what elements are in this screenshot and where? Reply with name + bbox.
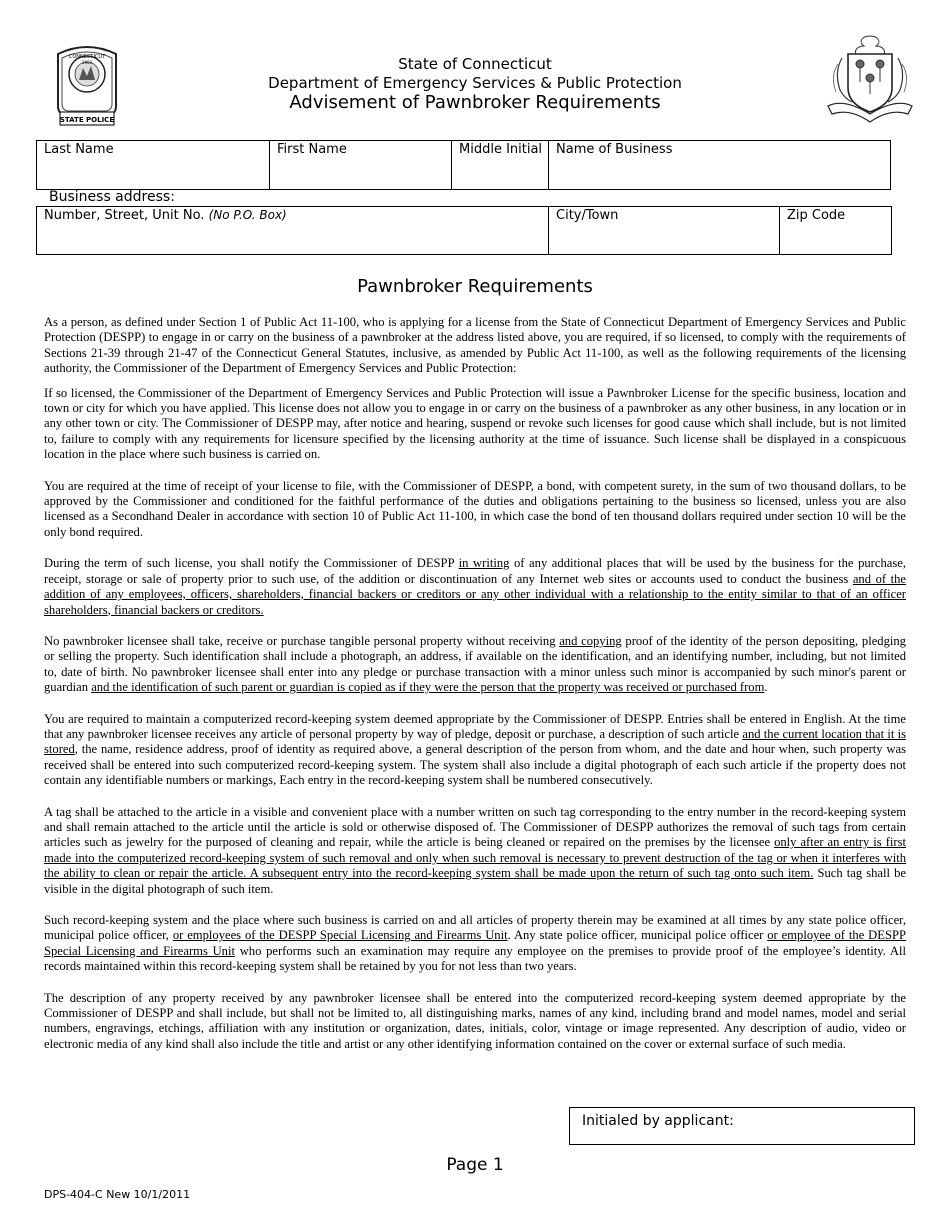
first-name-cell (269, 141, 451, 189)
paragraph-text: The description of any property received by any pawnbroker licensee shall be entered into the computerized record-keeping system deemed appropriate by the Commissioner of DESPP and shall include, but shall not be limited to, all distinguishing marks, names of any kind, including brand and model names, model and serial numbers, engravings, etchings, affiliation with any institution or organization, dates, initials, color, vintage or image represented. Any description of audio, video or electronic media of any kind shall also include the title and artist or any other identifying information contained on the cover or external surface of such media. (44, 990, 906, 1051)
requirements-body (44, 315, 906, 1068)
initialed-by-applicant-field[interactable] (569, 1107, 915, 1145)
business-name-input[interactable] (555, 165, 884, 187)
requirement-paragraph (44, 913, 906, 975)
requirement-paragraph (44, 556, 906, 618)
zip-input[interactable] (786, 230, 885, 252)
requirement-paragraph (44, 315, 906, 377)
requirement-paragraph (44, 712, 906, 789)
paragraph-text: You are required to maintain a computerized record-keeping system deemed appropriate by the Commissioner of DESPP. Entries shall be entered in English. At the time that any pawnbroker licensee receives any article of personal property by way of pledge, deposit or purchase, a description of such article (44, 711, 906, 741)
underlined-text: and of the addition of any employees, officers, shareholders, financial backers or creditors or any other individual with a relationship to the entity similar to that of an officer shareholders, financial backers or creditors. (44, 571, 906, 617)
last-name-input[interactable] (43, 165, 263, 187)
paragraph-text: You are required at the time of receipt of your license to file, with the Commissioner of DESPP, a bond, with competent surety, in the sum of two thousand dollars, to be approved by the Commissioner and conditioned for the faithful performance of the duties and obligations pertaining to the business so licensed, unless you are also licensed as a Secondhand Dealer in accordance with section 10 of Public Act 11-100, in which case the bond of ten thousand dollars required under section 10 will be the only bond required. (44, 478, 906, 539)
middle-initial-label: Middle Initial (459, 142, 543, 157)
underlined-text: or employees of the DESPP Special Licensing and Firearms Unit (172, 928, 508, 943)
form-title: Advisement of Pawnbroker Requirements (289, 92, 661, 113)
seal-year: 1903 (81, 60, 93, 65)
first-name-input[interactable] (276, 165, 445, 187)
section-title: Pawnbroker Requirements (357, 276, 593, 297)
requirement-paragraph (44, 386, 906, 463)
zip-cell (779, 207, 891, 254)
paragraph-text: proof of the identity of the person depositing, pledging or selling the property. Such identification shall include a photograph, an address, if available on the identification, and an identifying number, including, but not limited to, date of birth. No pawnbroker licensee shall enter into any pledge or purchase transaction with a minor unless such minor is accompanied by such minor's parent or guardian (44, 633, 906, 695)
page-number: Page 1 (446, 1155, 504, 1175)
seal-bottom-text: STATE POLICE (59, 116, 115, 124)
underlined-text: and the identification of such parent or guardian is copied as if they were the person that the property was received or purchased from (91, 680, 765, 695)
paragraph-text: No pawnbroker licensee shall take, receive or purchase tangible personal property without receiving (44, 633, 560, 648)
underlined-text: only after an entry is first made into the computerized record-keeping system of such removal and only when such removal is necessary to prevent destruction of the tag or when it interferes with the ability to clean or repair the article. A subsequent entry into the record-keeping system shall be made upon the return of such tag onto such item. (44, 835, 906, 881)
state-name: State of Connecticut (398, 55, 552, 73)
first-name-label: First Name (277, 142, 347, 157)
paragraph-text: If so licensed, the Commissioner of the Department of Emergency Services and Public Protection will issue a Pawnbroker License for the specific business, location and town or city for which you have applied. This license does not allow you to engage in or carry on the business of a pawnbroker as any other business, in any location or in any other town or city. The Commissioner of DESPP may, after notice and hearing, suspend or revoke such licenses for good cause which shall include, but is not limited to, failure to comply with any requirements for licensure specified by the licensing authority at the time of issuance. Such license shall be displayed in a conspicuous location in the place where such business is carried on. (44, 385, 906, 462)
city-label: City/Town (556, 208, 619, 223)
middle-initial-input[interactable] (458, 165, 542, 187)
underlined-text: in writing (458, 556, 510, 571)
paragraph-text: . (764, 680, 768, 695)
initialed-by-label: Initialed by applicant: (582, 1113, 734, 1129)
paragraph-text: Such tag shall be visible in the digital photograph of such item. (44, 866, 906, 896)
paragraph-text: of any additional places that will be used by the business for the purchase, receipt, storage or sale of property prior to such use, of the addition or discontinuation of any Internet web sites or accounts used to conduct the business (44, 556, 906, 586)
department-name: Department of Emergency Services & Public Protection (268, 74, 682, 92)
street-cell (37, 207, 548, 254)
underlined-text: or employee of the DESPP Special Licensing and Firearms Unit (44, 928, 906, 958)
last-name-label: Last Name (44, 142, 114, 157)
paragraph-text: who performs such an examination may require any employee on the premises to provide proof of the employee’s identity. All records maintained within this record-keeping system shall be retained by you for not less than two years. (44, 943, 906, 974)
requirement-paragraph (44, 991, 906, 1053)
applicant-info-row (36, 140, 891, 190)
street-note: (No P.O. Box) (208, 208, 287, 222)
paragraph-text: , the name, residence address, proof of identity as required above, a general description of the person from whom, and the date and hour when, such property was received shall be entered into such computerized record-keeping system. The system shall also include a digital photograph of each such article if the property does not contain any identifiable numbers or markings, Each entry in the record-keeping system shall be numbered consecutively. (44, 742, 906, 788)
middle-initial-cell (451, 141, 548, 189)
paragraph-text: A tag shall be attached to the article in a visible and convenient place with a number written on such tag corresponding to the entry number in the record-keeping system and shall remain attached to the article until the article is sold or otherwise disposed of. The Commissioner of DESPP authorizes the removal of such tags from certain articles such as jewelry for the purposed of cleaning and repair, while the article is being cleaned or repaired on the premises by the licensee (44, 804, 906, 850)
paragraph-text: As a person, as defined under Section 1 of Public Act 11-100, who is applying for a license from the State of Connecticut Department of Emergency Services and Public Protection (DESPP) to engage in or carry on the business of a pawnbroker at the address listed above, you are required, if so licensed, to comply with the requirements of Sections 21-39 through 21-47 of the Connecticut General Statutes, inclusive, as amended by Public Act 11-100, as well as the following requirements of the licensing authority, the Commissioner of the Department of Emergency Services and Public Protection: (44, 315, 906, 376)
zip-label: Zip Code (787, 208, 846, 223)
requirement-paragraph (44, 805, 906, 897)
paragraph-text: Such record-keeping system and the place where such business is carried on and all articles of property therein may be examined at all times by any state police officer, municipal police officer, (44, 913, 906, 943)
paragraph-text: . Any state police officer, municipal police officer (507, 928, 768, 943)
paragraph-text: During the term of such license, you shall notify the Commissioner of DESPP (44, 556, 459, 571)
requirement-paragraph (44, 634, 906, 696)
street-label: Number, Street, Unit No. (44, 208, 205, 223)
business-name-cell (548, 141, 890, 189)
last-name-cell (37, 141, 269, 189)
underlined-text: and copying (559, 633, 622, 648)
business-name-label: Name of Business (556, 142, 673, 157)
business-address-row (36, 206, 892, 255)
street-input[interactable] (43, 230, 542, 252)
underlined-text: and the current location that it is stored (44, 726, 907, 757)
seal-top-text: CONNECTICUT (68, 54, 106, 60)
city-cell (548, 207, 779, 254)
city-input[interactable] (555, 230, 773, 252)
requirement-paragraph (44, 479, 906, 541)
business-address-heading: Business address: (49, 189, 175, 205)
form-number: DPS-404-C New 10/1/2011 (44, 1188, 191, 1201)
